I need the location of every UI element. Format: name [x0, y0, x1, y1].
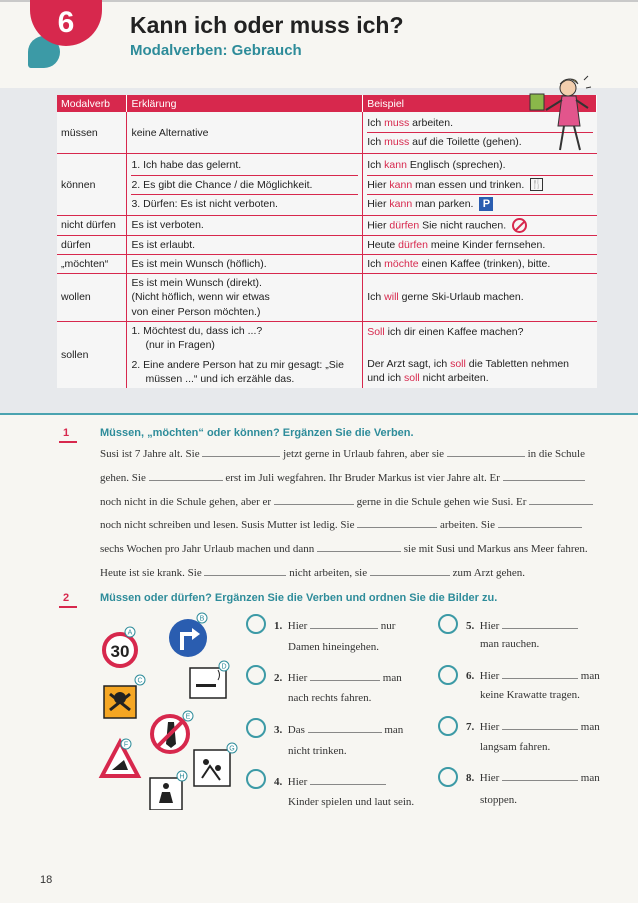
table-row — [57, 235, 597, 254]
sign-label: G — [229, 745, 235, 753]
explanation-cell: 1. Möchtest du, dass ich ...? (nur in Fragen) 2. Eine andere Person hat zu mir gesagt: „Sie müssen ...“ und ich erzähle das. — [127, 321, 363, 388]
page-number: 18 — [40, 874, 53, 886]
blank-field[interactable] — [274, 494, 354, 505]
answer-circle-7[interactable] — [438, 716, 458, 736]
blank-field[interactable] — [502, 719, 578, 730]
sign-label: E — [185, 713, 191, 721]
explanation-cell: Es ist mein Wunsch (höflich). — [127, 255, 363, 274]
answer-circle-8[interactable] — [438, 767, 458, 787]
blank-field[interactable] — [503, 470, 585, 481]
sign-label: B — [199, 615, 205, 623]
example-cell: Ich will gerne Ski-Urlaub machen. — [363, 274, 597, 322]
table-row — [57, 112, 597, 154]
turn-right-sign — [169, 619, 207, 657]
answer-circle-2[interactable] — [246, 665, 266, 685]
warning-sign — [102, 742, 138, 776]
table-row — [57, 215, 597, 235]
verb-cell: nicht dürfen — [57, 215, 127, 235]
item-5-line2: man rauchen. — [480, 638, 540, 650]
table-header-row — [57, 95, 597, 112]
blank-field[interactable] — [370, 565, 450, 576]
item-7-line1: 7. Hier man — [466, 721, 600, 733]
verb-cell: können — [57, 154, 127, 216]
table-row — [57, 321, 597, 388]
blank-field[interactable] — [308, 722, 382, 733]
item-7-line2: langsam fahren. — [480, 741, 551, 753]
verb-cell: „möchten“ — [57, 255, 127, 274]
explanation-cell: 1. Ich habe das gelernt. 2. Es gibt die Chance / die Möglichkeit. 3. Dürfen: Es ist nicht verboten. — [127, 154, 363, 216]
exercise-1-number: 1 — [63, 427, 70, 439]
example-cell: Ich muss arbeiten. Ich muss auf die Toilette (gehen). — [363, 112, 597, 154]
blank-field[interactable] — [502, 770, 578, 781]
explanation-cell: Es ist verboten. — [127, 215, 363, 235]
no-smoking-icon — [512, 218, 527, 233]
blank-field[interactable] — [317, 541, 401, 552]
speed-limit-value: 30 — [110, 642, 130, 661]
blank-field[interactable] — [502, 618, 578, 629]
cutlery-icon: 🍴 — [531, 179, 543, 190]
exercise-2-instruction: Müssen oder dürfen? Ergänzen Sie die Verben und ordnen Sie die Bilder zu. — [100, 592, 498, 604]
unit-number: 6 — [57, 6, 75, 39]
item-8-line2: stoppen. — [480, 794, 517, 806]
page-title: Kann ich oder muss ich? — [130, 12, 404, 38]
explanation-cell: keine Alternative — [127, 112, 363, 154]
table-row — [57, 154, 597, 216]
playground-sign — [194, 750, 230, 786]
table-row — [57, 255, 597, 274]
verb-cell: müssen — [57, 112, 127, 154]
signs-illustration — [90, 610, 240, 810]
answer-circle-4[interactable] — [246, 769, 266, 789]
header-modalverb: Modalverb — [57, 95, 127, 112]
item-5-line1: 5. Hier — [466, 618, 578, 632]
example-cell: Hier dürfen Sie nicht rauchen. — [363, 215, 597, 235]
blank-field[interactable] — [447, 446, 525, 457]
blank-field[interactable] — [310, 618, 378, 629]
page-subtitle: Modalverben: Gebrauch — [130, 42, 302, 59]
item-6-line1: 6. Hier man — [466, 670, 600, 682]
answer-circle-5[interactable] — [438, 614, 458, 634]
parking-icon: P — [479, 197, 493, 211]
blank-field[interactable] — [149, 470, 223, 481]
item-2-line1: 2. Hier man — [274, 672, 402, 684]
blank-field[interactable] — [204, 565, 286, 576]
blank-field[interactable] — [310, 774, 386, 785]
example-cell: Heute dürfen meine Kinder fernsehen. — [363, 235, 597, 254]
ladies-toilet-sign — [150, 778, 182, 810]
poison-sign — [104, 686, 136, 718]
sign-label: H — [179, 773, 185, 781]
blank-field[interactable] — [310, 670, 380, 681]
table-row — [57, 274, 597, 322]
sign-label: F — [123, 741, 129, 749]
sign-label: C — [137, 677, 143, 685]
speed-limit-sign — [104, 634, 136, 666]
item-4-line1: 4. Hier — [274, 774, 386, 788]
blank-field[interactable] — [529, 494, 593, 505]
item-4-line2: Kinder spielen und laut sein. — [288, 796, 415, 808]
example-cell: Soll ich dir einen Kaffee machen? Der Arzt sagt, ich soll die Tabletten nehmen und ich soll nicht arbeiten. — [367, 325, 569, 385]
example-cell: Ich möchte einen Kaffee (trinken), bitte. — [363, 255, 597, 274]
verb-cell: wollen — [57, 274, 127, 322]
verb-cell: sollen — [57, 321, 127, 388]
sign-label: A — [127, 629, 133, 637]
no-tie-sign — [152, 716, 188, 752]
header-erklaerung: Erklärung — [127, 95, 363, 112]
blank-field[interactable] — [357, 517, 437, 528]
item-6-line2: keine Krawatte tragen. — [480, 689, 580, 701]
exercise-1-instruction: Müssen, „möchten“ oder können? Ergänzen Sie die Verben. — [100, 427, 414, 439]
modal-verb-table — [57, 95, 597, 388]
sign-label: D — [221, 663, 227, 671]
verb-cell: dürfen — [57, 235, 127, 254]
girl-illustration — [528, 74, 592, 154]
exercise-1-text: Susi ist 7 Jahre alt. Sie jetzt gerne in Urlaub fahren, aber sie in die Schule gehen. Sie erst im Juli wegfahren. Ihr Bruder Markus ist vier Jahre alt. Er noch nicht in die Schule gehen, aber er gerne in die Schule gehen wie Susi. Er noch nicht schreiben und lesen. Susis Mutter ist ledig. Sie arbeiten. Sie sechs Wochen pro Jahr Urlaub machen und dann sie mit Susi und Markus ans Meer fahren. Heute ist sie krank. Sie nicht arbeiten, sie zum Arzt gehen. — [100, 443, 605, 586]
item-2-line2: nach rechts fahren. — [288, 692, 372, 704]
grammar-box-rule — [0, 413, 638, 415]
answer-circle-1[interactable] — [246, 614, 266, 634]
example-cell: Ich kann Englisch (sprechen). Hier kann man essen und trinken. 🍴 Hier kann man parken. P — [363, 154, 597, 216]
item-1-line1: 1. Hier nur — [274, 620, 396, 632]
blank-field[interactable] — [502, 668, 578, 679]
item-3-line2: nicht trinken. — [288, 745, 347, 757]
answer-circle-6[interactable] — [438, 665, 458, 685]
explanation-cell: Es ist erlaubt. — [127, 235, 363, 254]
blank-field[interactable] — [202, 446, 280, 457]
item-3-line1: 3. Das man — [274, 724, 404, 736]
explanation-cell: Es ist mein Wunsch (direkt). (Nicht höflich, wenn wir etwas von einer Person möchten.) — [127, 274, 363, 322]
blank-field[interactable] — [498, 517, 582, 528]
smoking-area-sign — [190, 668, 226, 698]
exercise-2-number: 2 — [63, 592, 70, 604]
item-1-line2: Damen hineingehen. — [288, 641, 380, 653]
header-beispiel: Beispiel — [363, 95, 597, 112]
item-8-line1: 8. Hier man — [466, 772, 600, 784]
answer-circle-3[interactable] — [246, 718, 266, 738]
